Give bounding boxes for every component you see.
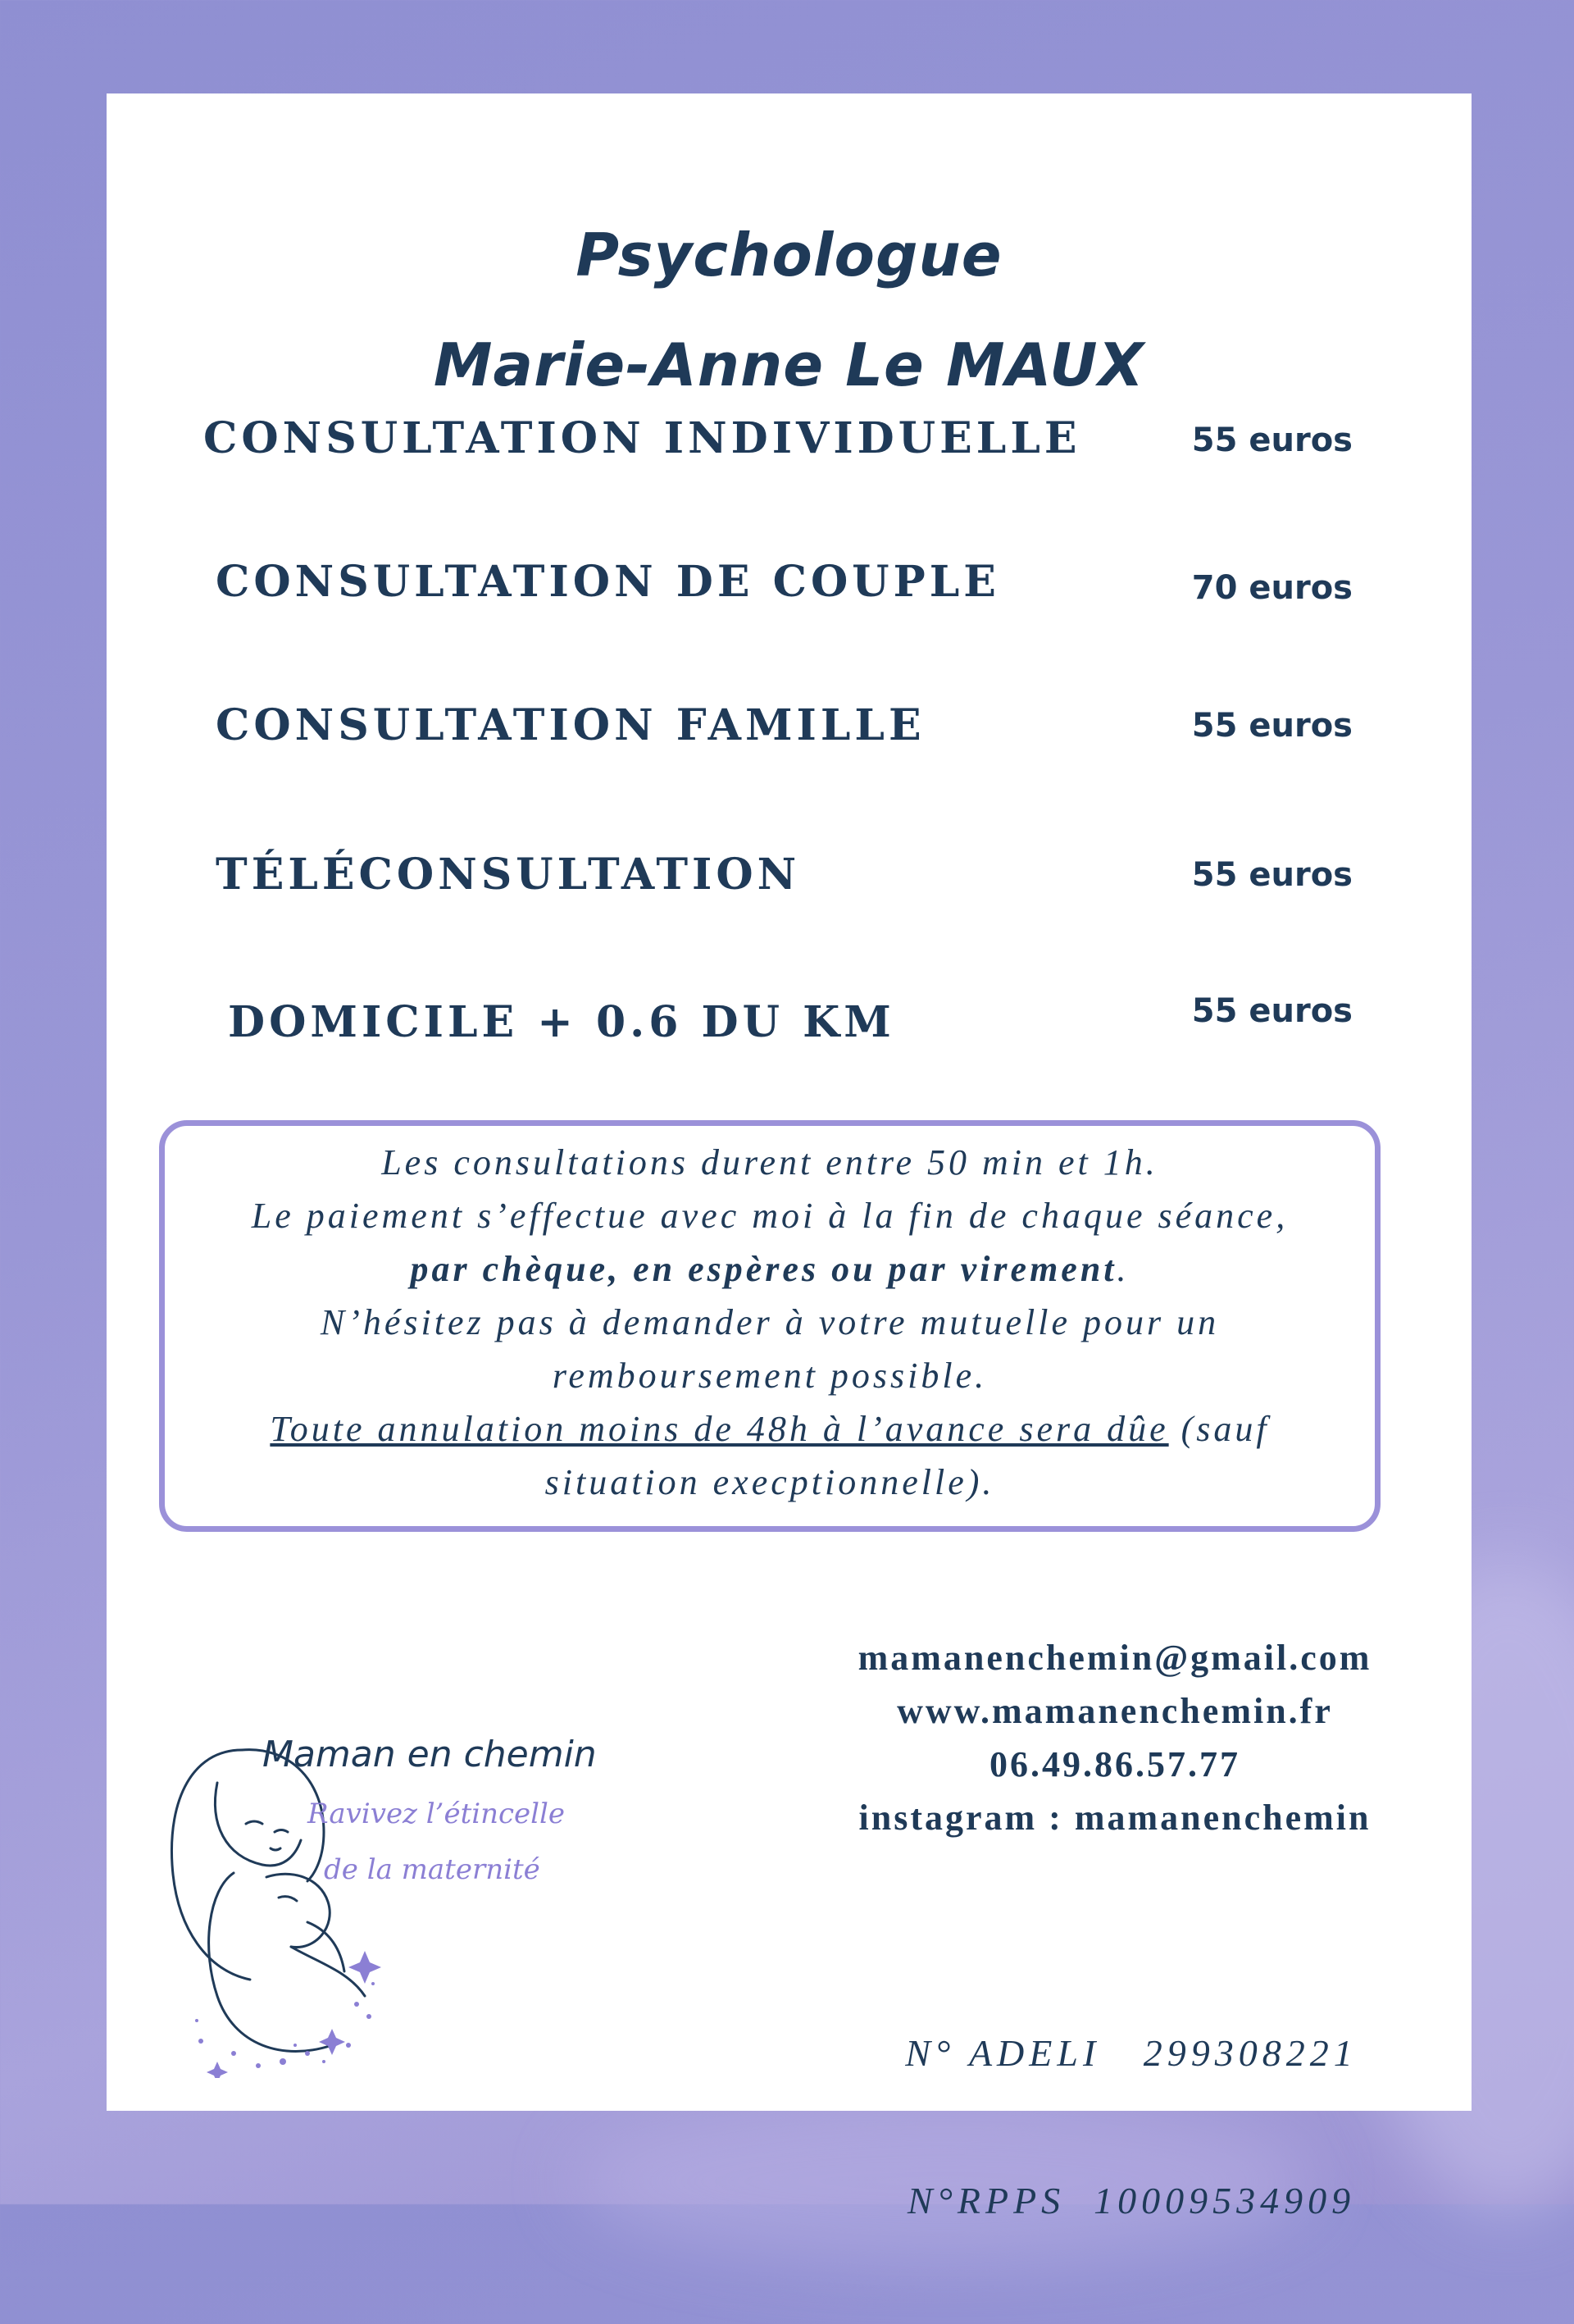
cancellation-policy: Toute annulation moins de 48h à l’avance sera dûe bbox=[270, 1409, 1169, 1449]
service-label: CONSULTATION INDIVIDUELLE bbox=[203, 413, 1081, 463]
service-label: CONSULTATION DE COUPLE bbox=[216, 557, 1000, 607]
info-cancellation bbox=[165, 1402, 1375, 1456]
contact-block bbox=[820, 1631, 1410, 1844]
info-payment-methods bbox=[165, 1242, 1375, 1296]
service-price: 55 euros bbox=[1191, 422, 1353, 459]
info-reimbursement: remboursement possible. bbox=[552, 1356, 988, 1396]
service-label: CONSULTATION FAMILLE bbox=[216, 700, 926, 750]
info-payment: Le paiement s’effectue avec moi à la fin de chaque séance, bbox=[251, 1196, 1289, 1236]
contact-instagram[interactable]: instagram : mamanenchemin bbox=[858, 1798, 1372, 1838]
contact-phone[interactable]: 06.49.86.57.77 bbox=[989, 1744, 1240, 1784]
logo-title: Maman en chemin bbox=[262, 1734, 597, 1775]
info-mutuelle: N’hésitez pas à demander à votre mutuelle pour un bbox=[320, 1302, 1220, 1342]
contact-email[interactable]: mamanenchemin@gmail.com bbox=[858, 1638, 1372, 1678]
page-title: Psychologue bbox=[575, 221, 1003, 289]
payment-methods-end: . bbox=[1117, 1249, 1130, 1289]
logo-tagline: de la maternité bbox=[324, 1853, 540, 1886]
service-price: 70 euros bbox=[1191, 569, 1353, 607]
service-price: 55 euros bbox=[1191, 856, 1353, 894]
price-sheet-card bbox=[107, 93, 1472, 2221]
registration-numbers bbox=[844, 1930, 1418, 2324]
contact-website[interactable]: www.mamanenchemin.fr bbox=[897, 1691, 1333, 1731]
payment-methods-text: par chèque, en espères ou par virement bbox=[410, 1249, 1117, 1289]
service-label: TÉLÉCONSULTATION bbox=[216, 850, 801, 900]
service-price: 55 euros bbox=[1191, 707, 1353, 745]
rpps-number: N°RPPS 10009534909 bbox=[907, 2180, 1356, 2221]
logo-tagline: Ravivez l’étincelle bbox=[307, 1798, 566, 1830]
maman-en-chemin-logo bbox=[119, 1701, 627, 2078]
cancellation-exception: (sauf bbox=[1168, 1409, 1270, 1449]
info-exception: situation execptionnelle). bbox=[544, 1462, 995, 1502]
service-price: 55 euros bbox=[1191, 992, 1353, 1030]
practitioner-name: Marie-Anne Le MAUX bbox=[433, 330, 1145, 399]
adeli-number: N° ADELI 299308221 bbox=[905, 2032, 1358, 2074]
page-header bbox=[107, 200, 1472, 420]
info-duration: Les consultations durent entre 50 min et 1h. bbox=[381, 1142, 1158, 1183]
service-label: DOMICILE + 0.6 DU KM bbox=[228, 997, 895, 1047]
consultation-info-box bbox=[159, 1120, 1381, 1532]
